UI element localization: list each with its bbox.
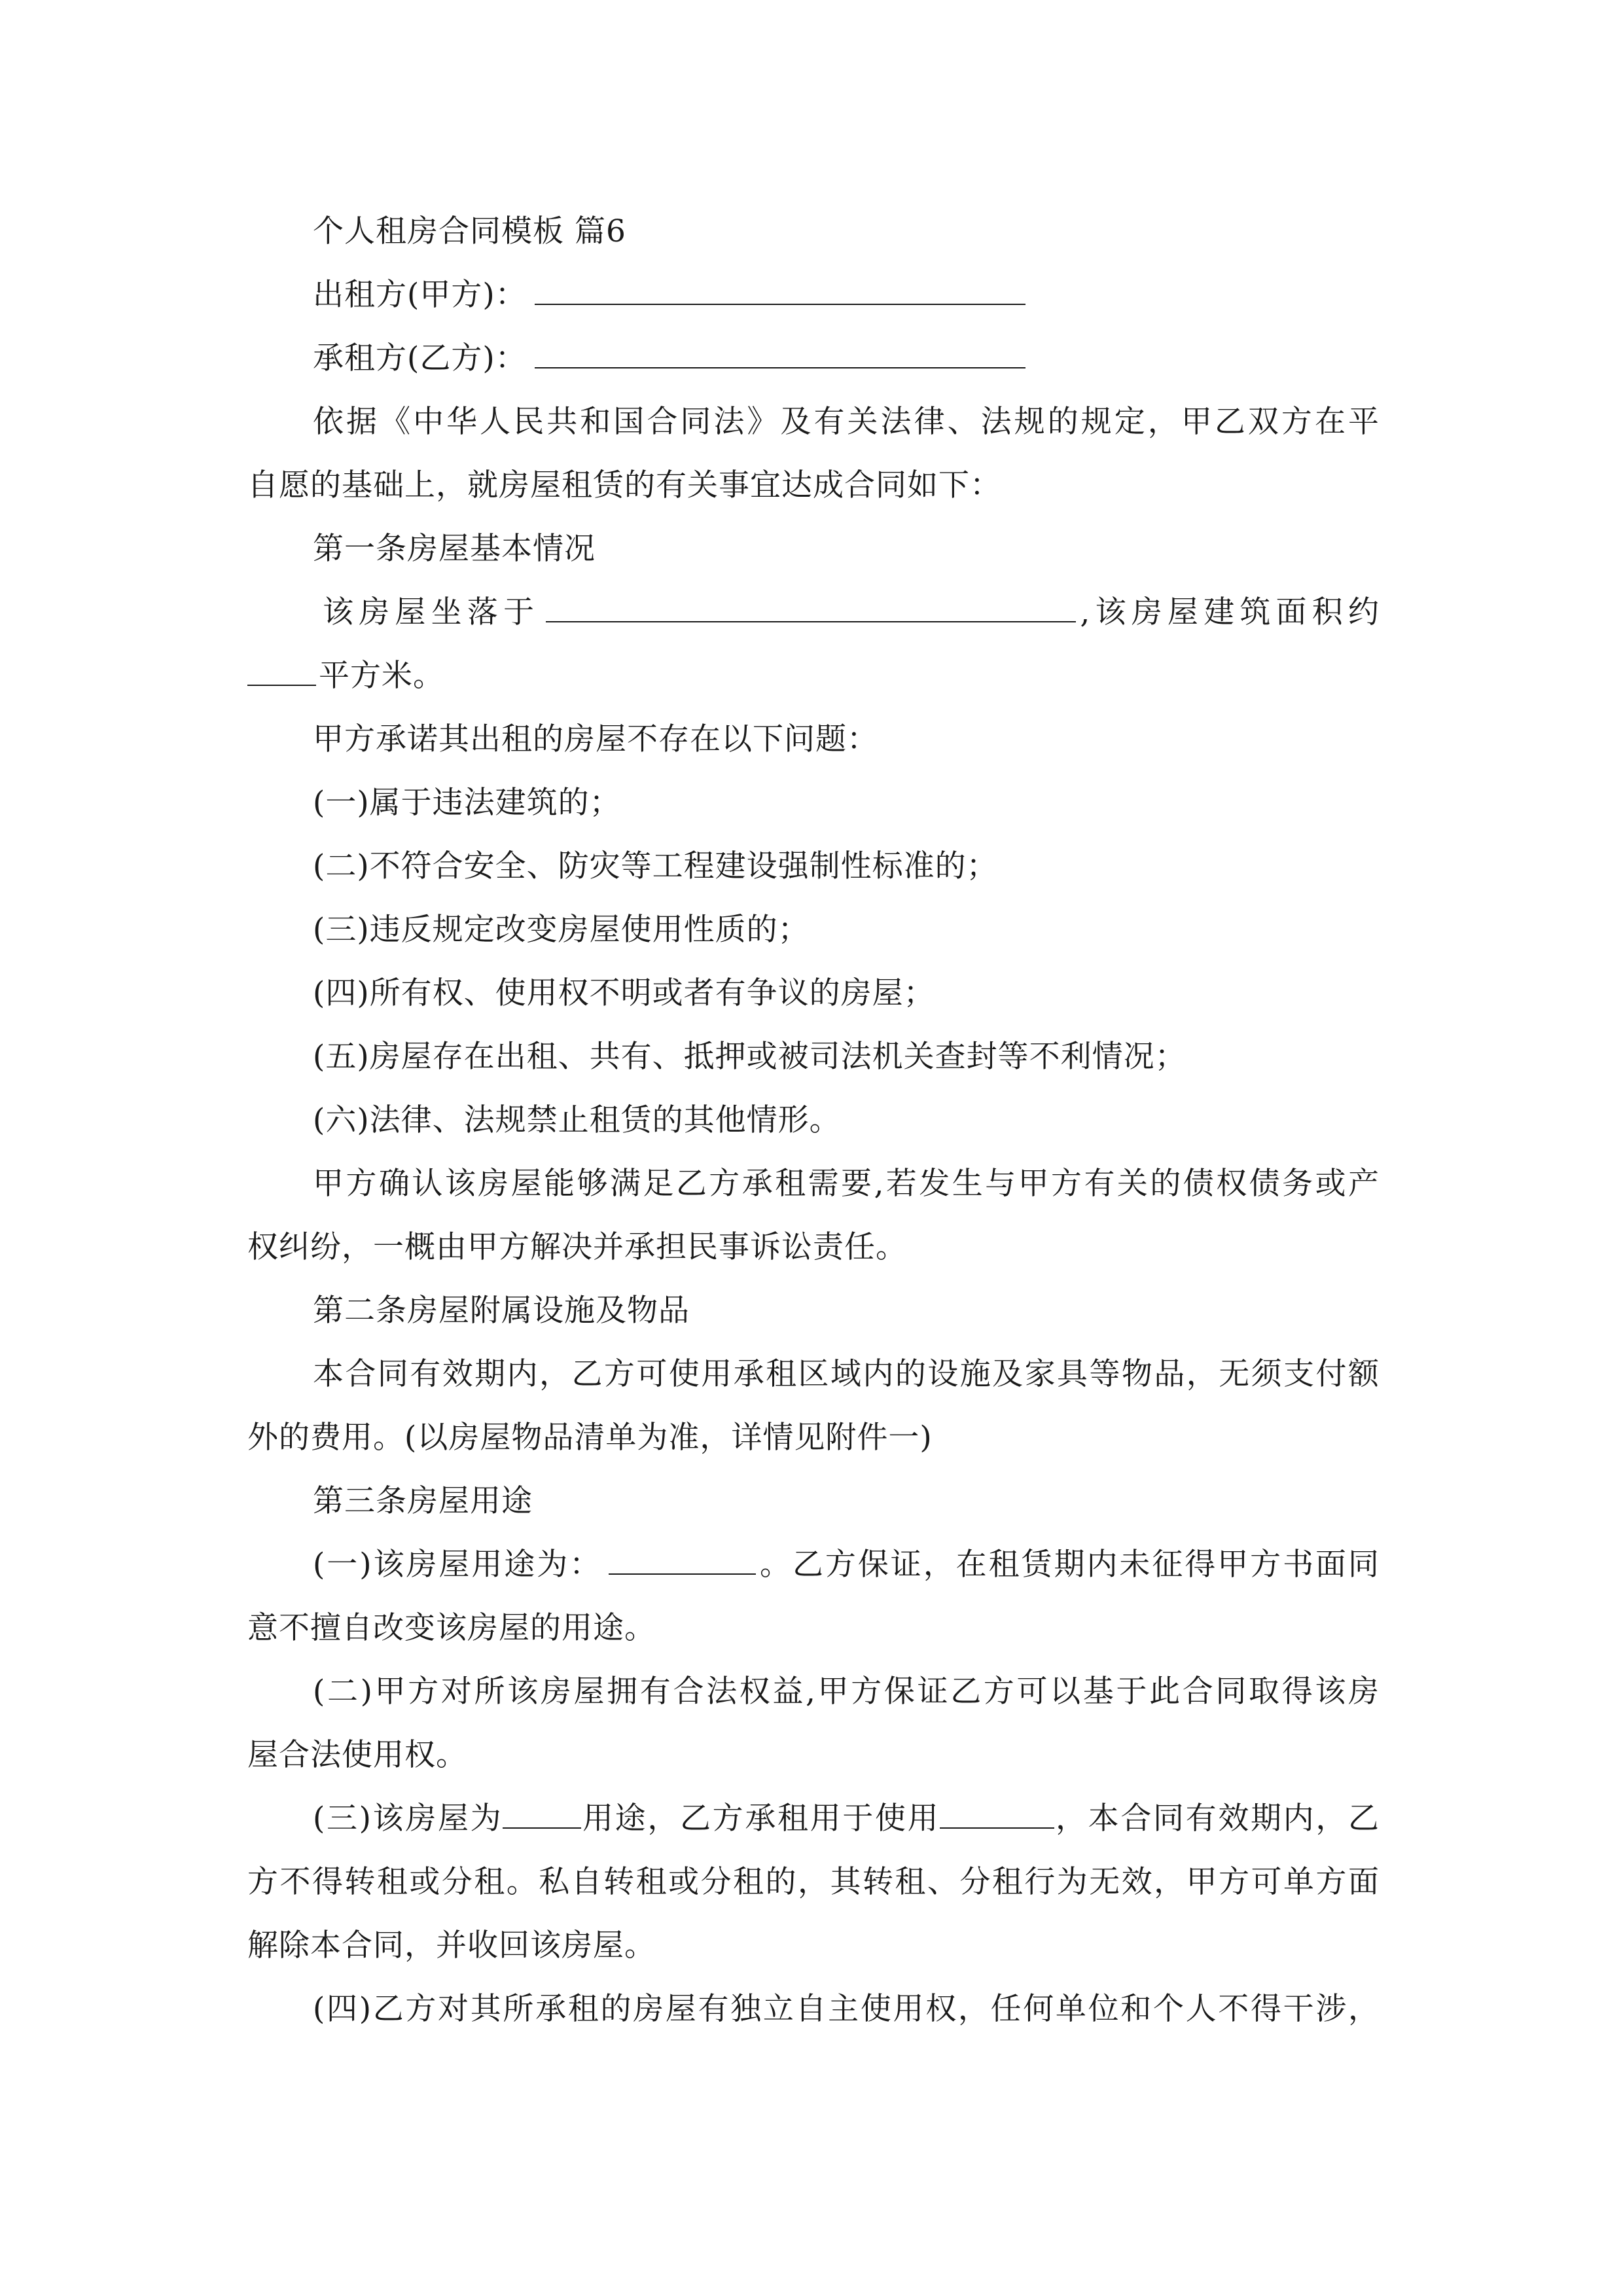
article1-item: (三)违反规定改变房屋使用性质的； <box>313 912 810 948</box>
article1-item: (四)所有权、使用权不明或者有争议的房屋； <box>313 975 935 1011</box>
article3-item3-mid: 用途，乙方承租用于使用 <box>581 1801 940 1837</box>
article2-text-line-2: 外的费用。(以房屋物品清单为准，详情见附件一) <box>247 1420 933 1456</box>
article1-confirm-line-1: 甲方确认该房屋能够满足乙方承租需要,若发生与甲方有关的债权债务或产 <box>313 1166 1380 1202</box>
article2-text-line-1: 本合同有效期内，乙方可使用承租区域内的设施及家具等物品，无须支付额 <box>313 1356 1380 1392</box>
article1-item: (六)法律、法规禁止租赁的其他情形。 <box>313 1102 841 1138</box>
article1-area-line <box>247 644 1380 708</box>
lessor-label: 出租方(甲方)： <box>313 277 527 313</box>
article1-area-blank <box>247 645 316 686</box>
lessee-label: 承租方(乙方)： <box>313 340 527 376</box>
article3-usage-blank <box>940 1788 1054 1829</box>
document-body <box>247 200 1380 2041</box>
article3-item3-suffix: ，本合同有效期内，乙 <box>1054 1801 1380 1837</box>
lessor-blank <box>535 264 1026 305</box>
lessor-line <box>247 263 1380 327</box>
article3-item1-prefix: (一)该房屋用途为： <box>313 1547 603 1583</box>
article1-item: (二)不符合安全、防灾等工程建设强制性标准的； <box>313 848 998 884</box>
lessee-line <box>247 327 1380 390</box>
article1-promise: 甲方承诺其出租的房屋不存在以下问题： <box>313 721 878 757</box>
article3-purpose-blank <box>503 1788 581 1829</box>
preamble-line-2: 自愿的基础上，就房屋租赁的有关事宜达成合同如下： <box>247 467 1001 503</box>
article3-item1-suffix: 。乙方保证，在租赁期内未征得甲方书面同 <box>758 1547 1380 1583</box>
article3-item3-line <box>247 1787 1380 1850</box>
article1-location-prefix: 该房屋坐落于 <box>323 594 540 630</box>
article1-item: (一)属于违法建筑的； <box>313 785 621 821</box>
article3-use-blank <box>609 1534 756 1575</box>
article3-item1-line <box>247 1533 1380 1596</box>
article1-address-blank <box>546 582 1076 622</box>
preamble-line-1: 依据《中华人民共和国合同法》及有关法律、法规的规定，甲乙双方在平 <box>313 404 1380 440</box>
article3-item3-line-2: 方不得转租或分租。私自转租或分租的，其转租、分租行为无效，甲方可单方面 <box>247 1864 1380 1900</box>
article1-area-suffix: 平方米。 <box>319 658 444 694</box>
article3-item1-line-2: 意不擅自改变该房屋的用途。 <box>247 1610 656 1646</box>
article3-item3-line-3: 解除本合同，并收回该房屋。 <box>247 1928 656 1964</box>
article2-title: 第二条房屋附属设施及物品 <box>313 1293 690 1329</box>
article3-item2-line-1: (二)甲方对所该房屋拥有合法权益,甲方保证乙方可以基于此合同取得该房 <box>313 1674 1380 1710</box>
document-title: 个人租房合同模板 篇6 <box>313 213 626 249</box>
article1-item: (五)房屋存在出租、共有、抵押或被司法机关查封等不利情况； <box>313 1039 1186 1075</box>
article3-item4-line: (四)乙方对其所承租的房屋有独立自主使用权，任何单位和个人不得干涉， <box>313 1991 1380 2027</box>
article1-location-suffix: ,该房屋建筑面积约 <box>1080 594 1380 630</box>
article1-confirm-line-2: 权纠纷，一概由甲方解决并承担民事诉讼责任。 <box>247 1229 907 1265</box>
article1-location-line <box>247 581 1380 644</box>
article1-title: 第一条房屋基本情况 <box>313 531 596 567</box>
article3-item2-line-2: 屋合法使用权。 <box>247 1737 467 1773</box>
article3-title: 第三条房屋用途 <box>313 1483 533 1519</box>
lessee-blank <box>535 328 1026 368</box>
article3-item3-prefix: (三)该房屋为 <box>313 1801 503 1837</box>
